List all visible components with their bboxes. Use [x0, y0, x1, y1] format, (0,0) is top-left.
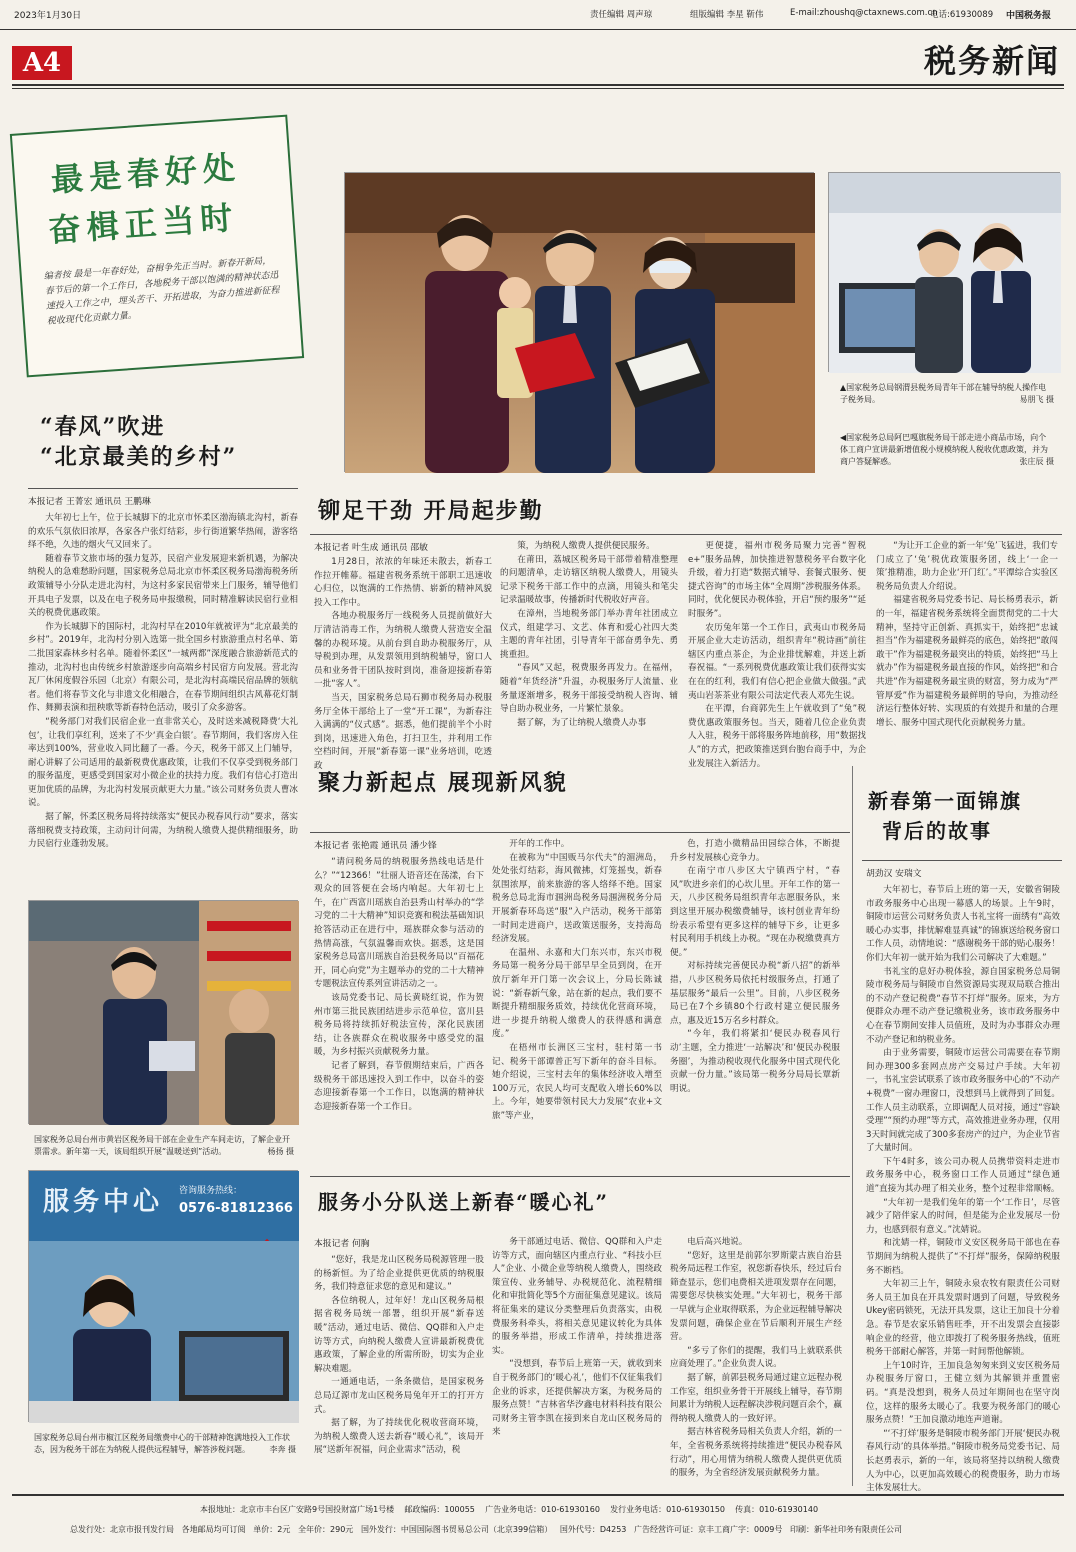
- article2-para: 据了解，为了让纳税人缴费人办事: [517, 717, 647, 728]
- footer-price: 单价：2元: [253, 1525, 291, 1534]
- footer-ad-phone: 广告业务电话：010-61930160: [485, 1505, 600, 1514]
- intro-title-2: 奋楫正当时: [47, 198, 240, 250]
- footer-address: 本报地址：北京市丰台区广安路9号国投财富广场1号楼: [200, 1505, 395, 1514]
- service-center-label: 服务中心: [43, 1187, 164, 1217]
- footer-line1: [200, 1504, 1060, 1515]
- article2-col3: [688, 540, 866, 769]
- responsible-editor: 责任编辑 周声琼: [590, 10, 653, 20]
- article5-byline: 本报记者 何胸: [314, 1239, 370, 1249]
- article4-para: 和沈婧一样，铜陵市义安区税务局干部也在春节期间为纳税人提供了“不打烊”服务，保障纳税服务不断档。: [866, 1238, 1060, 1276]
- page-number-badge: [12, 46, 72, 80]
- article5-para: 据吉林省税务局相关负责人介绍，新的一年，全省税务系统将持续推进“便民办税春风行动”，用心用情为纳税人缴费人提供更优质的服务，为全省经济发展贡献税务力量。: [670, 1427, 842, 1479]
- article5-para: 据了解，前郭县税务局通过建立远程办税工作室，组织业务骨干开展线上辅导，春节期间累计为纳税人远程解决涉税问题百余个，赢得纳税人缴费人的一致好评。: [670, 1372, 842, 1424]
- article3-para: 色，打造小微精品田园综合体，不断提升乡村发展核心竞争力。: [670, 839, 840, 863]
- right-photo-top-image: [829, 173, 1061, 373]
- right-photo-top-caption: [840, 382, 1054, 406]
- article5-para: 务干部通过电话、微信、QQ群和入户走访等方式，面向辖区内重点行业、“科技小巨人”企业、小微企业等纳税人缴费人，围绕政策宣传、业务辅导、办税规范化、流程精细化和审批简化等5个方面征集意见建议。该局将征集来的建议分类整理后负责落实，由税费服务科牵头，将相关意见建议转化为具体的服务举措，形成工作清单，持续推进落实。: [492, 1237, 662, 1356]
- article1-para: 据了解，怀柔区税务局将持续落实“便民办税春风行动”要求，落实落细税费支持政策，主动问计问需，为纳税人缴费人提供精细服务，助力民宿行业蓬勃发展。: [28, 812, 298, 850]
- right-caption-1-credit: 易朋飞 摄: [1019, 395, 1054, 404]
- article2-para: 在平潭，台商郭先生上午就收到了“兔”税费优惠政策服务包。当天，随着几位企业负责人入驻，税务干部将服务阵地前移，用“数据找人”的方式，把政策推送到台胞台商手中，为企业发展注入新活力。: [688, 704, 866, 769]
- article2-col2: [500, 540, 678, 748]
- main-photo-image: [345, 173, 815, 473]
- phone: 电话:61930089: [930, 10, 994, 20]
- article2-para: 福建省税务局党委书记、局长杨勇表示，新的一年，福建省税务系统将全面贯彻党的二十大精神，坚持守正创新、真抓实干，始终把“忠诚担当”作为福建税务最鲜亮的底色，始终把“敢闯敢干”作为福建税务最突出的特质，始终把“马上就办”作为福建税务最直接的作风，始终把“和合共进”作为福建税务最宝贵的财富，努力成为“严管厚爱”作为福建税务最鲜明的导向，为推动经济运行整体好转、实现质的有效提升和量的合理增长、服务中国式现代化贡献税务力量。: [876, 595, 1058, 728]
- service-sign: [29, 1171, 299, 1241]
- article4-title-line2: 背后的故事: [882, 819, 992, 843]
- article1-title-line2: “北京最美的乡村”: [40, 444, 238, 470]
- footer-postcode: 邮政编码：100055: [404, 1505, 475, 1514]
- article1-photo-image: [29, 901, 299, 1125]
- article5-caption-text: 国家税务总局台州市椒江区税务局缴费中心的干部精神饱满地投入工作状态，因为税务干部在为纳税人提供远程辅导，解答涉税问题。: [34, 1433, 290, 1454]
- section-title: [880, 36, 1060, 80]
- hotline-label: 咨询服务热线：: [179, 1186, 243, 1196]
- article5-col2: [492, 1236, 662, 1484]
- article3-title: 聚力新起点 展现新风貌: [318, 770, 568, 796]
- article3-para: 在南宁市八步区大宁镇西宁村，“春风”吹进乡亲们的心坎儿里。开年工作的第一天，八步区税务局组织青年志愿服务队，来到这里开展办税缴费辅导，该村创业青年纷纷表示希望有更多这样的辅导下乡，让更多村民利用手机线上办税。“现在办税缴费真方便。”: [670, 866, 840, 958]
- intro-box: [10, 115, 304, 378]
- article3-col3: [670, 838, 840, 1166]
- page-number: A4: [22, 48, 62, 78]
- footer-printer: 印刷：新华社印务有限责任公司: [790, 1525, 903, 1534]
- article1-title-rule: [28, 488, 298, 489]
- article4-para: 书礼宝的息好办税体验，源自国家税务总局铜陵市税务局与铜陵市自然资源局实现双局联合推出的不动产登记税费“春节不打烊”服务。原来，为方便群众办理不动产登记缴税业务，该市政务服务中心在春节期间安排人员值班，及时为办事群众办理不动产登记和纳税业务。: [866, 966, 1060, 1045]
- article1-title: [40, 412, 300, 472]
- article4-para: 大年初七，春节后上班的第一天，安徽省铜陵市政务服务中心出现一幕感人的场景。上午9时，铜陵市运营公司财务负责人书礼宝将一面绣有“高效暖心办实事，排忧解难显真诚”的锦旗送给税务窗口工作人员，动情地说：“感谢税务干部的贴心服务！你们大年初一就开始为我们公司解决了大难题。”: [866, 885, 1060, 963]
- article2-para: “春风”又起，税费服务再发力。在福州，随着“年货经济”升温，办税服务厅人流量、业务量逐渐增多，税务干部接受纳税人咨询、辅导自助办税业务，一片繁忙景象。: [500, 663, 678, 715]
- article3-para: 开年的工作中。: [509, 839, 570, 849]
- article4-para: 下午4时多，该公司办税人员携带资料走进市政务服务中心，税务窗口工作人员通过“绿色通道”直接为其办理了相关业务，整个过程非常顺畅。: [866, 1156, 1060, 1195]
- intro-title-1: 最是春好处: [49, 148, 243, 200]
- article4-para: 由于业务需要，铜陵市运营公司需要在春节期间办理300多套网点房产交易过户手续。大年初一，书礼宝尝试联系了该市政务服务中心的“不动产+税费”一窗办理窗口，没想到马上就得到了回复。工作人员主动联系，立即调配人员对接，通过“容缺受理”“预约办理”等方式，高效推进业务办理，仅用3天时间就完成了300多套房产的过户，为企业节省了大量时间。: [866, 1048, 1060, 1154]
- email: E-mail:zhoushq@ctaxnews.com.cn: [790, 8, 938, 18]
- article5-para: 据了解，为了持续优化税收营商环境，为纳税人缴费人送去新春“暖心礼”，该局开展“送新年祝福，问企业需求”活动，税: [314, 1418, 484, 1456]
- article2-para: 策，为纳税人缴费人提供便民服务。: [517, 541, 655, 551]
- footer-fax: 传真：010-61930140: [735, 1505, 819, 1514]
- article3-para: “今年，我们将紧扣‘便民办税春风行动’主题，全力推进‘一站解决’和‘便民办税服务圈’，为推动税收现代化服务中国式现代化贡献一份力量。”该局第一税务分局局长覃新明说。: [670, 1029, 840, 1094]
- article5-para: “您好，这里是前郭尔罗斯蒙古族自治县税务局远程工作室，祝您新春快乐，经过后台筛查显示，您们电费相关进项发票存在问题，需要您尽快核实处理。”大年初七，税务干部一早就与企业取得联系，为企业远程辅导解决发票问题，确保企业在节后顺利开展生产经营。: [670, 1250, 842, 1343]
- article2-para: 1月28日，浓浓的年味还未散去，新春工作拉开帷幕。福建省税务系统干部职工迅速收心归位，以饱满的工作热情、崭新的精神风貌投入工作中。: [314, 557, 492, 608]
- article1-photo: [28, 900, 298, 1124]
- article2-para: 在莆田，荔城区税务局干部带着精准整理的问题清单，走访辖区纳税人缴费人，用镜头记录下税务干部工作中的点滴，用镜头和笔尖记录温暖故事，传播新时代税收好声音。: [500, 554, 678, 606]
- header-rule: [12, 84, 1064, 86]
- article1-title-line1: “春风”吹进: [40, 414, 166, 440]
- article4-body: [866, 884, 1060, 1494]
- article3-col1: [314, 856, 484, 1166]
- paper-name: 中国税务报: [1006, 11, 1052, 21]
- right-photo-top: [828, 172, 1060, 372]
- article3-byline: 本报记者 张艳霞 通讯员 潘少锋: [314, 841, 437, 851]
- section-name: 税务新闻: [923, 42, 1060, 80]
- top-header-bar: [0, 0, 1076, 30]
- article5-photo-caption: [34, 1432, 296, 1456]
- article5-caption-credit: 李奔 摄: [269, 1445, 296, 1454]
- article3-para: 记者了解到，春节假期结束后，广西各级税务干部迅速投入到工作中，以奋斗的姿态迎接新春第一个工作日，以饱满的精神状态迎接新春第一个工作日。: [314, 1060, 484, 1112]
- intro-note: 编者按 最是一年春好处，奋楫争先正当时。新春开新局，春节后的第一个工作日，各地税务干部以饱满的精神状态迅速投入工作之中，埋头苦干、开拓进取，为奋力推进新征程税收现代化贡献力量。: [43, 256, 280, 327]
- footer-foreign-dist: 国外发行：中国国际图书贸易总公司（北京399信箱）: [360, 1525, 553, 1534]
- article5-photo: [28, 1170, 298, 1422]
- footer-foreign-code: 国外代号：D4253: [559, 1525, 627, 1534]
- article5-para: 各位纳税人，过年好！龙山区税务局根据省税务局统一部署，组织开展“新春送暖”活动，通过电话、微信、QQ群和入户走访等方式，向纳税人缴费人宣讲最新税费优惠政策，了解企业的所需所盼，切实为企业解决难题。: [314, 1295, 484, 1374]
- article5-para: 电后高兴地说。: [687, 1237, 748, 1247]
- article4-title: [868, 786, 1058, 846]
- hotline-number: 0576-81812366: [179, 1201, 293, 1216]
- right-caption-2-credit: 张庄辰 摄: [1019, 457, 1054, 466]
- article3-rule: [310, 832, 850, 833]
- header-rule-thin: [12, 88, 1064, 89]
- article5-top-rule: [310, 1176, 850, 1177]
- article4-para: 上午10时许，王加良急匆匆来到义安区税务局办税服务厅窗口，王健立刻为其解锁并重置密码。“真是没想到，税务人员过年期间也在坚守岗位，这样的服务太暖心了。我要为税务部门的暖心服务点赞！”王加良激动地连声道谢。: [866, 1360, 1060, 1426]
- footer-rule: [12, 1494, 1064, 1496]
- right-caption-2-text: ◀国家税务总局阿巴嘎旗税务局干部走进小商品市场，向个体工商户宣讲最新增值税小规模纳税人税收优惠政策，并为商户答疑解惑。: [840, 433, 1048, 466]
- article2-title: 铆足干劲 开局起步勤: [318, 498, 544, 524]
- article5-photo-image: [29, 1241, 299, 1423]
- article2-para: 更便捷，福州市税务局聚力完善“智税e+”服务品牌，加快推进智慧税务平台数字化升级，着力打造“数据式辅导、套餐式服务、便捷式咨询”的市场主体“全周期”涉税服务体系。同时，优化便民办税体验，开启“预约服务”“延时服务”。: [688, 541, 866, 619]
- article2-byline: 本报记者 叶生成 通讯员 邵敏: [314, 543, 428, 553]
- article1-caption-credit: 杨扬 摄: [267, 1147, 294, 1156]
- article1-para: 作为长城脚下的国际村，北沟村早在2010年就被评为“北京最美的乡村”。2019年，北沟村分别入选第一批全国乡村旅游重点村名单、第二批国家森林乡村名单。随着怀柔区“一城两都”深度融合旅游新范式的推动，北沟村也由传统乡村旅游逐步向高端乡村民宿方向发展。营北沟瓦厂休闲度假谷乐园（北京）有限公司，是北沟村高端民宿品牌的领航者。他们将春节文化与非遗文化相融合，在春节期间组织古风幕花灯制作、舞狮表演和扭秧歌等新春特色活动，吸引了众多游客。: [28, 621, 298, 714]
- article1-photo-caption: [34, 1134, 294, 1158]
- footer-ad-license: 广告经营许可证：京丰工商广字：0009号: [634, 1525, 783, 1534]
- article5-para: “没想到，春节后上班第一天，就收到来自于税务部门的‘暖心礼’，他们不仅征集我们企业的诉求，还提供解决方案，为税务局的服务点赞！”吉林省华汐鑫电材料科技有限公司财务主管李凯在接到来自龙山区税务局的来: [492, 1359, 662, 1438]
- footer-annual-price: 全年价：290元: [298, 1525, 354, 1534]
- article5-para: “您好，我是龙山区税务局税源管理一股的杨新恒。为了给企业提供更优质的纳税服务，我们特意征求您的意见和建议。”: [314, 1255, 484, 1293]
- article2-para: 各地办税服务厅一线税务人员提前做好大厅清洁消毒工作，为纳税人缴费人营造安全温馨的办税环境。从前台到自助办税服务厅，从导税到办理，从发票领用到纳税辅导，窗口人员和业务骨干团队按时到岗，准备迎接新春第一批“客人”。: [314, 611, 492, 690]
- layout-editor: 组版编辑 李星 靳伟: [690, 10, 764, 20]
- right-caption-1-text: ▲国家税务总局钢渭县税务局青年干部在辅导纳税人操作电子税务局。: [840, 383, 1047, 404]
- main-photo: [344, 172, 814, 472]
- article5-para: “多亏了你们的提醒，我们马上就联系供应商处理了。”企业负责人说。: [670, 1345, 842, 1370]
- article2-col4: [876, 540, 1058, 748]
- right-photo-bottom-caption: [840, 432, 1054, 468]
- article3-para: 该局党委书记、局长黄晓红说，作为贺州市第三批民族团结进步示范单位，富川县税务局将持续抓好税法宣传，深化民族团结，让各族群众在税收服务中感受党的温暖，为乡村振兴贡献税务力量。: [314, 992, 484, 1058]
- article2-para: 在漳州，当地税务部门举办青年社团成立仪式，组建学习、文艺、体育和爱心社四大类主题的青年社团，引导青年干部奋勇争先、勇挑重担。: [500, 608, 678, 660]
- article3-para: 在温州、永嘉和大门东兴市，东兴市税务局第一税务分局干部早早全员到岗，在开放厅新年开门第一次会议上，分局长陈诚说：“新春新气象，站在新的起点，我们要不断提升精细服务质效，持续优化营商环境，进一步提升纳税人缴费人的获得感和满意度。”: [492, 947, 662, 1040]
- article4-title-line1: 新春第一面锦旗: [868, 789, 1022, 813]
- article4-byline: 胡劲汉 安瑞文: [866, 869, 922, 879]
- article2-para: “为让开工企业的新一年‘兔’飞猛进，我们专门成立了‘兔’税优政策服务团，线上‘一企一策’推精准，助力企业‘开门红’。”平潭综合实验区税务局负责人介绍说。: [876, 541, 1058, 592]
- issue-date: 2023年1月30日: [14, 11, 82, 21]
- article1-body: [28, 512, 298, 888]
- article4-para: “‘不打烊’服务是铜陵市税务部门开展‘便民办税春风行动’的具体举措。”铜陵市税务局党委书记、局长赵勇表示，新的一年，该局将坚持以纳税人缴费人为中心，以更加高效暖心的税费服务，助力市场主体发展壮大。: [866, 1428, 1060, 1494]
- article2-para: 农历兔年第一个工作日，武夷山市税务局开展企业大走访活动，组织青年“税诗画”前往辖区内重点茶企，为企业排忧解难，并送上新春祝福。“一系列税费优惠政策让我们获得实实在在的红利，我们有信心把企业做大做强。”武夷山岩茶茶业有限公司法定代表人邓先生说。: [688, 622, 866, 701]
- footer-distributor: 总发行处：北京市报刊发行局: [70, 1525, 174, 1534]
- footer-dist-phone: 发行业务电话：010-61930150: [610, 1505, 725, 1514]
- article1-para: 大年初七上午，位于长城脚下的北京市怀柔区渤海镇北沟村，新春的欢乐气氛依旧浓厚，各家各户张灯结彩，步行街道繁华热闹，游客络绎不绝，久违的烟火气又回来了。: [28, 513, 298, 551]
- article3-para: “请问税务局的纳税服务热线电话是什么？”“12366！”壮丽人语音还在荡漾，台下观众的回答便在会场内响起。大年初七上午，在广西富川瑶族自治县秀山村举办的“学习党的二十大精神”知识竞赛和税法基础知识抢答活动正在进行中，瑶族群众参与活动的热情高涨，气氛温馨而欢快。据悉，这是国家税务总局富川瑶族自治县税务局以“百福花开，同心向党”为主题举办的党的二十大精神专题税法宣传系列宣讲活动之一。: [314, 857, 484, 990]
- article2-para: 当天，国家税务总局石狮市税务局办税服务厅全体干部给上了一堂“开工课”，为新春注入满满的“仪式感”。据悉，他们提前半个小时到岗，迅速进入角色，打扫卫生，并利用工作空档时间，开展“新春第一课”业务培训，吃透政: [314, 692, 492, 771]
- column-divider: [852, 766, 853, 1486]
- article1-byline: 本报记者 王菁宏 通讯员 王鹏琳: [28, 497, 151, 507]
- article1-para: 随着春节文旅市场的强力复苏，民宿产业发展迎来新机遇，为解决纳税人的急难愁盼问题，国家税务总局北京市怀柔区税务局渤海税务所政策辅导小分队走进北沟村，为这村多家民宿带来上门服务，辅导他们开具电子发票，以及在电子税务局申报缴税，同时精准解读民宿行业相关的税费优惠政策。: [28, 553, 298, 619]
- footer-subscribe: 各地邮局均可订阅: [181, 1525, 246, 1534]
- article2-col1: [314, 556, 492, 771]
- article3-para: 在被称为“中国贩马尔代夫”的湄洲岛，处处张灯结彩，海风微拂，灯笼摇曳，新春氛围浓厚，前来旅游的客人络绎不绝。国家税务总局北海市涠洲岛税务局涠洲税务分局开展新春环岛送“服”入户活动，税务干部第一时间走进商户，送政策送服务，支持海岛经济发展。: [492, 852, 662, 945]
- article5-col3: [670, 1236, 842, 1484]
- article3-para: 对标持续完善便民办税“新八招”的新举措，八步区税务局依托村级服务点，打通了基层服务“最后一公里”。目前，八步区税务局已在7个乡镇80个行政村建立便民服务点，惠及近15万名乡村群众。: [670, 961, 840, 1026]
- article1-para: “税务部门对我们民宿企业一直非常关心，及时送来减税降费‘大礼包’，让我们享红利，送来了不少‘真金白银’。春节期间，我们客房入住率达到100%，营业收入同比翻了一番。今天，税务干部又上门辅导，耐心讲解了公司适用的最新税费优惠政策，让我们不仅享受到税务部门的服务温度，更感受到国家对小微企业的扶持力度。我们有信心打造出更加优质的品牌，为北沟村发展贡献更大力量。”该公司财务负责人曹冰说。: [28, 716, 298, 809]
- article5-para: 一通通电话，一条条微信，是国家税务总局辽源市龙山区税务局兔年开工的打开方式。: [314, 1377, 484, 1415]
- article1-caption-text: 国家税务总局台州市黄岩区税务局干部在企业生产车间走访，了解企业开票需求。新年第一天，该局组织开展“温暖送到”活动。: [34, 1135, 290, 1156]
- article2-rule: [310, 534, 1062, 535]
- article3-para: 在梧州市长洲区三宝村，驻村第一书记、税务干部谭普正写下新年的奋斗目标。她介绍说，三宝村去年的集体经济收入增至100万元，农民人均可支配收入增长60%以上。今年，她要带领村民大力发展“农业+文旅”等产业，: [492, 1042, 662, 1121]
- article4-rule: [862, 860, 1062, 861]
- article4-para: 大年初三上午，铜陵永泉农牧有限责任公司财务人员王加良在开具发票时遇到了问题，导致税务Ukey密码锁死，无法开具发票，这让王加良十分着急。春节是农家乐销售旺季，开不出发票会直接影响企业的经营，他立即拨打了税务服务热线，值班税务干部耐心解答，并第一时间帮他解锁。: [866, 1279, 1060, 1358]
- article3-col2: [492, 838, 662, 1166]
- article5-title: 服务小分队送上新春“暖心礼”: [318, 1190, 610, 1214]
- article4-para: “大年初一是我们兔年的第一个‘工作日’，尽管减少了陪伴家人的时间，但是能为企业发展尽一份力，也感到很有意义。”沈婧说。: [866, 1197, 1060, 1235]
- footer-line2: [70, 1524, 1060, 1535]
- article5-col1: [314, 1254, 484, 1484]
